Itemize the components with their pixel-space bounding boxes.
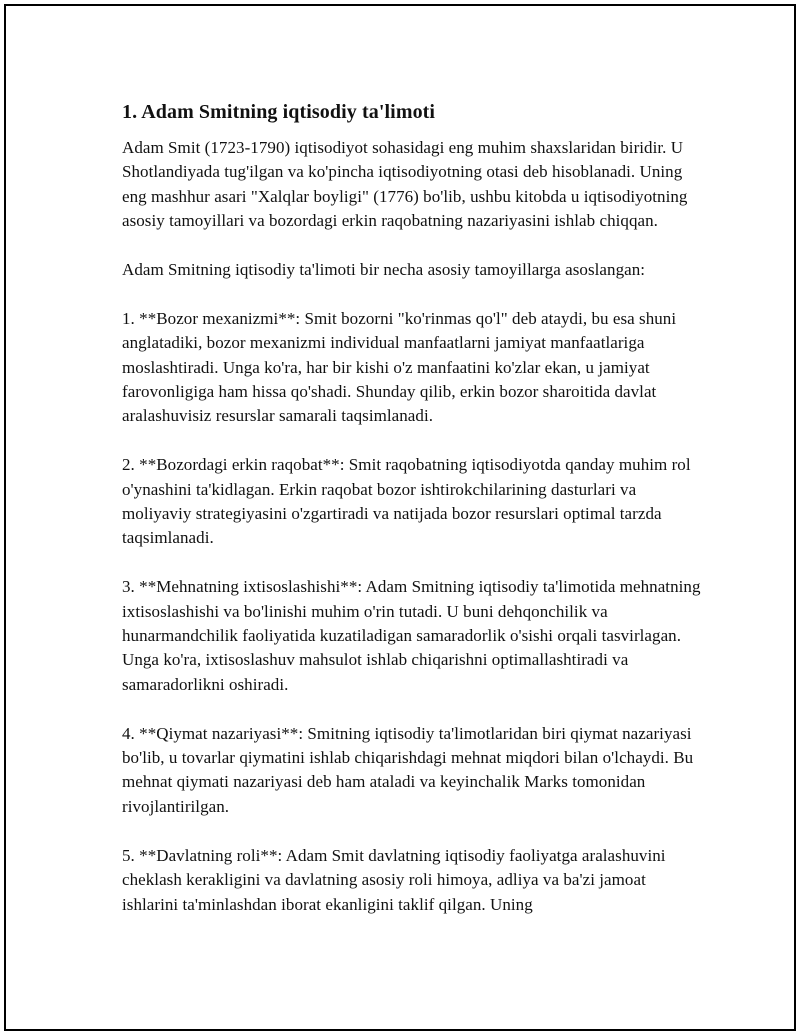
paragraph-labor-specialization: 3. **Mehnatning ixtisoslashishi**: Adam Smitning iqtisodiy ta'limotida mehnatning ixtisoslashishi va bo'linishi muhim o'rin tutadi. U buni dehqonchilik va hunarmandchilik faoliyatida kuzatiladigan samaradorlik o'sishi orqali tasvirlagan. Unga ko'ra, ixtisoslashuv mahsulot ishlab chiqarishni optimallashtiradi va samaradorlikni oshiradi. bbox=[122, 577, 701, 694]
page-frame bbox=[4, 4, 796, 1031]
document-body bbox=[122, 98, 702, 941]
document-title: 1. Adam Smitning iqtisodiy ta'limoti bbox=[122, 101, 436, 123]
paragraph-market-mechanism: 1. **Bozor mexanizmi**: Smit bozorni "ko'rinmas qo'l" deb ataydi, bu esa shuni anglatadiki, bozor mexanizmi individual manfaatlarni jamiyat manfaatlariga moslashtiradi. Unga ko'ra, har bir kishi o'z manfaatini ko'zlar ekan, u jamiyat farovonligiga ham hissa qo'shadi. Shunday qilib, erkin bozor sharoitida davlat aralashuvisiz resurslar samarali taqsimlanadi. bbox=[122, 308, 677, 426]
paragraph-intro: Adam Smit (1723-1790) iqtisodiyot sohasidagi eng muhim shaxslaridan biridir. U Shotlandiyada tug'ilgan va ko'pincha iqtisodiyotning otasi deb hisoblanadi. Uning eng mashhur asari "Xalqlar boyligi" (1776) bo'lib, ushbu kitobda u iqtisodiyotning asosiy tamoyillari va bozordagi erkin raqobatning nazariyasini ishlab chiqqan. bbox=[122, 138, 688, 231]
paragraph-principles-lead: Adam Smitning iqtisodiy ta'limoti bir necha asosiy tamoyillarga asoslangan: bbox=[122, 260, 646, 280]
paragraph-free-competition: 2. **Bozordagi erkin raqobat**: Smit raqobatning iqtisodiyotda qanday muhim rol o'ynashini ta'kidlagan. Erkin raqobat bozor ishtirokchilarining dasturlari va moliyaviy strategiyasini o'zgartiradi va natijada bozor resurslari optimal tarzda taqsimlanadi. bbox=[122, 455, 691, 548]
paragraph-state-role: 5. **Davlatning roli**: Adam Smit davlatning iqtisodiy faoliyatga aralashuvini cheklash kerakligini va davlatning asosiy roli himoya, adliya va ba'zi jamoat ishlarini ta'minlashdan iborat ekanligini taklif qilgan. Uning bbox=[122, 845, 666, 914]
paragraph-value-theory: 4. **Qiymat nazariyasi**: Smitning iqtisodiy ta'limotlaridan biri qiymat nazariyasi bo'lib, u tovarlar qiymatini ishlab chiqarishdagi mehnat miqdori bilan o'lchaydi. Bu mehnat qiymati nazariyasi deb ham ataladi va keyinchalik Marks tomonidan rivojlantirilgan. bbox=[122, 723, 694, 816]
